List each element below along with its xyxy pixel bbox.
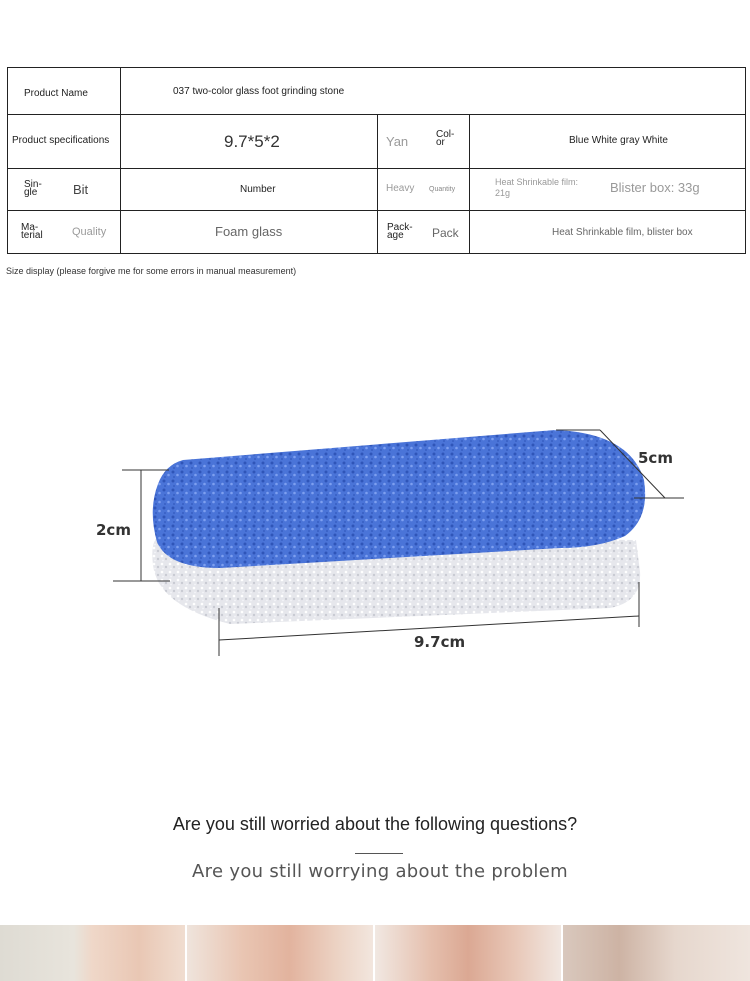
product-name-value: 037 two-color glass foot grinding stone <box>173 86 345 97</box>
question-divider <box>355 853 403 854</box>
material-label-top: Ma- <box>21 222 39 233</box>
unit-label-bottom: gle <box>24 187 38 198</box>
spec-value-cell <box>121 115 378 169</box>
product-name-value-cell <box>121 68 746 115</box>
unit-label <box>24 181 42 197</box>
weight-value-film-line1: Heat Shrinkable film: <box>495 177 579 187</box>
package-label-bottom: age <box>387 230 404 241</box>
unit-value: Number <box>240 184 276 195</box>
weight-value-film <box>495 177 578 199</box>
question-secondary: Are you still worrying about the problem <box>192 861 568 882</box>
package-label-top: Pack- <box>387 222 413 233</box>
spec-label: Product specifications <box>12 135 110 146</box>
foot-stone-illustration <box>0 290 750 790</box>
package-label <box>387 224 413 240</box>
product-name-label: Product Name <box>24 88 88 99</box>
foot-photo-4 <box>563 925 750 981</box>
spec-value: 9.7*5*2 <box>224 132 280 151</box>
weight-label-cell <box>378 169 470 211</box>
spec-label-cell <box>8 115 121 169</box>
package-value: Heat Shrinkable film, blister box <box>552 227 693 238</box>
unit-value-cell <box>121 169 378 211</box>
color-label-grey: Yan <box>386 134 409 149</box>
color-label-bottom: or <box>436 137 445 148</box>
material-value-cell <box>121 211 378 254</box>
product-name-label-cell <box>8 68 121 115</box>
foot-photo-1 <box>0 925 185 981</box>
weight-value-cell <box>470 169 746 211</box>
weight-value-blister: Blister box: 33g <box>610 180 700 195</box>
color-label-cell <box>378 115 470 169</box>
size-note: Size display (please forgive me for some errors in manual measurement) <box>6 266 297 276</box>
material-value: Foam glass <box>215 224 283 239</box>
foot-photo-3 <box>375 925 561 981</box>
product-spec-table <box>7 67 746 254</box>
weight-value-film-line2: 21g <box>495 188 511 198</box>
material-label <box>21 224 43 240</box>
weight-label: Heavy <box>386 183 415 194</box>
material-label-cell <box>8 211 121 254</box>
product-image-area <box>0 290 750 790</box>
color-value: Blue White gray White <box>569 135 668 146</box>
package-label-grey: Pack <box>432 226 459 240</box>
height-label: 2cm <box>96 521 131 539</box>
material-label-bottom: terial <box>21 230 43 241</box>
weight-label-small: Quantity <box>429 186 456 193</box>
package-label-cell <box>378 211 470 254</box>
unit-label-grey: Bit <box>73 182 89 197</box>
stone-blue-layer <box>153 430 645 568</box>
foot-photo-strip <box>0 925 750 981</box>
width-label: 5cm <box>638 449 673 467</box>
color-label-top: Col- <box>436 129 455 140</box>
color-value-cell <box>470 115 746 169</box>
color-label <box>436 131 454 147</box>
length-label: 9.7cm <box>414 633 466 651</box>
package-value-cell <box>470 211 746 254</box>
unit-label-top: Sin- <box>24 179 42 190</box>
material-label-grey: Quality <box>72 226 107 238</box>
unit-label-cell <box>8 169 121 211</box>
foot-photo-2 <box>187 925 373 981</box>
question-primary: Are you still worried about the following questions? <box>172 814 578 834</box>
